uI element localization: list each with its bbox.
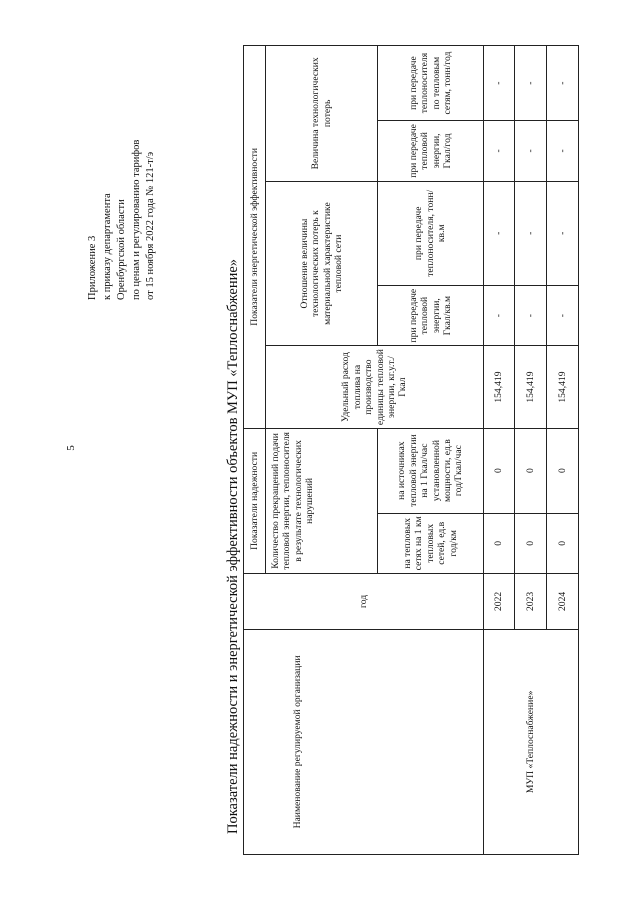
fuel-rate-cell: 154,419 bbox=[515, 346, 547, 428]
page-number: 5 bbox=[65, 445, 77, 451]
header-fuel-rate: Удельный расход топлива на производство единицы тепловой энергии, кг.у.т./Гкал bbox=[266, 346, 484, 428]
tech-losses-carrier-cell: - bbox=[547, 46, 579, 121]
appendix-line: от 15 ноября 2022 года № 121-т/э bbox=[145, 151, 157, 300]
year-cell: 2024 bbox=[547, 574, 579, 630]
on-networks-cell: 0 bbox=[484, 513, 515, 574]
organization-name: МУП «Теплоснабжение» bbox=[484, 629, 579, 854]
loss-ratio-heat-cell: - bbox=[484, 285, 515, 346]
document-title: Показатели надежности и энергетической эффективности объектов МУП «Теплоснабжение» bbox=[225, 258, 241, 834]
header-efficiency: Показатели энергетической эффективности bbox=[244, 46, 266, 429]
header-tech-losses-heat: при передаче тепловой энергии, Гкал/год bbox=[378, 121, 484, 182]
year-cell: 2022 bbox=[484, 574, 515, 630]
loss-ratio-heat-cell: - bbox=[515, 285, 547, 346]
fuel-rate-cell: 154,419 bbox=[484, 346, 515, 428]
tech-losses-carrier-cell: - bbox=[484, 46, 515, 121]
header-loss-ratio-heat: при передаче тепловой энергии, Гкал/кв.м bbox=[378, 285, 484, 346]
table-row bbox=[484, 46, 515, 855]
tech-losses-heat-cell: - bbox=[515, 121, 547, 182]
header-organization-name: Наименование регулируемой организации bbox=[244, 629, 484, 854]
appendix-line: по ценам и регулированию тарифов bbox=[130, 139, 142, 300]
loss-ratio-carrier-cell: - bbox=[515, 181, 547, 285]
header-loss-ratio-carrier: при передаче теплоносителя, тонн/кв.м bbox=[378, 181, 484, 285]
on-sources-cell: 0 bbox=[547, 428, 579, 513]
loss-ratio-heat-cell: - bbox=[547, 285, 579, 346]
header-year: год bbox=[244, 574, 484, 630]
on-sources-cell: 0 bbox=[484, 428, 515, 513]
header-on-networks: на тепловых сетях на 1 км тепловых сетей, ед.в год/км bbox=[378, 513, 484, 574]
header-interruptions: Количество прекращений подачи тепловой энергии, теплоносителя в результате технологических нарушений bbox=[266, 428, 378, 573]
header-tech-losses: Величина технологических потерь bbox=[266, 46, 378, 182]
on-networks-cell: 0 bbox=[547, 513, 579, 574]
appendix-block bbox=[86, 90, 159, 300]
appendix-line: Оренбургской области bbox=[116, 199, 128, 300]
indicators-table bbox=[243, 45, 579, 855]
tech-losses-heat-cell: - bbox=[484, 121, 515, 182]
loss-ratio-carrier-cell: - bbox=[484, 181, 515, 285]
tech-losses-heat-cell: - bbox=[547, 121, 579, 182]
appendix-line: Приложение 3 bbox=[87, 235, 98, 300]
year-cell: 2023 bbox=[515, 574, 547, 630]
on-sources-cell: 0 bbox=[515, 428, 547, 513]
header-tech-losses-carrier: при передаче теплоносителя по тепловым сетям, тонн/год bbox=[378, 46, 484, 121]
header-reliability: Показатели надежности bbox=[244, 428, 266, 573]
header-loss-ratio: Отношение величины технологических потерь к материальной характеристике тепловой сети bbox=[266, 181, 378, 346]
on-networks-cell: 0 bbox=[515, 513, 547, 574]
header-on-sources: на источниках тепловой энергии на 1 Гкал/час установленной мощности, ед.в год/Гкал/час bbox=[378, 428, 484, 513]
fuel-rate-cell: 154,419 bbox=[547, 346, 579, 428]
loss-ratio-carrier-cell: - bbox=[547, 181, 579, 285]
indicators-table-wrapper bbox=[243, 45, 578, 855]
tech-losses-carrier-cell: - bbox=[515, 46, 547, 121]
appendix-line: к приказу департамента bbox=[101, 193, 113, 300]
